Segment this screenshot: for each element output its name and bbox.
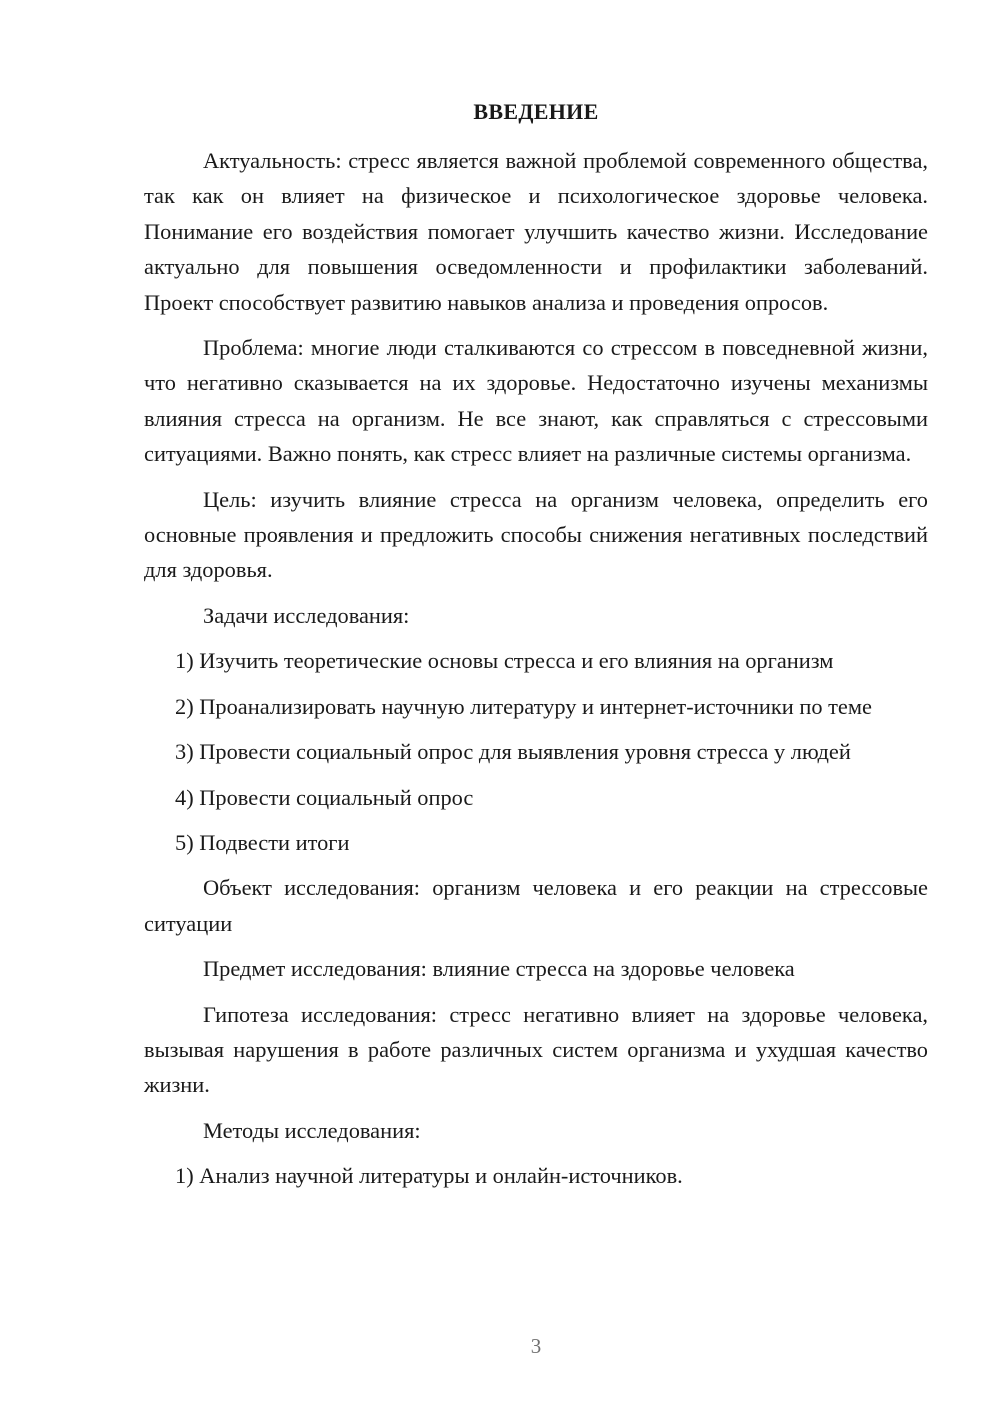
task-item-3: 3) Провести социальный опрос для выявления уровня стресса у людей (175, 739, 851, 765)
page-number: 3 (530, 1334, 542, 1358)
goal-paragraph: Цель: изучить влияние стресса на организм человека, определить его основные проявления и предложить способы снижения негативных последствий для здоровья. (144, 486, 928, 583)
tasks-heading: Задачи исследования: (203, 602, 410, 628)
task-item-1: 1) Изучить теоретические основы стресса и его влияния на организм (175, 648, 834, 674)
subject-paragraph: Предмет исследования: влияние стресса на здоровье человека (203, 956, 795, 982)
document-page (144, 0, 928, 1414)
problem-paragraph: Проблема: многие люди сталкиваются со стрессом в повседневной жизни, что негативно сказывается на их здоровье. Недостаточно изучены механизмы влияния стресса на организм. Не все знают, как справляться с стрессовыми ситуациями. Важно понять, как стресс влияет на различные системы организма. (144, 335, 928, 467)
method-item-1: 1) Анализ научной литературы и онлайн-источников. (175, 1163, 683, 1189)
task-item-2: 2) Проанализировать научную литературу и интернет-источники по теме (175, 693, 872, 719)
task-item-5: 5) Подвести итоги (175, 829, 350, 855)
object-paragraph: Объект исследования: организм человека и его реакции на стрессовые ситуации (144, 875, 928, 936)
relevance-paragraph: Актуальность: стресс является важной проблемой современного общества, так как он влияет на физическое и психологическое здоровье человека. Понимание его воздействия помогает улучшить качество жизни. Исследование актуально для повышения осведомленности и профилактики заболеваний. Проект способствует развитию навыков анализа и проведения опросов. (144, 148, 928, 315)
document-body (144, 143, 928, 1194)
task-item-4: 4) Провести социальный опрос (175, 784, 474, 810)
hypothesis-paragraph: Гипотеза исследования: стресс негативно влияет на здоровье человека, вызывая нарушения в работе различных систем организма и ухудшая качество жизни. (144, 1001, 928, 1098)
methods-heading: Методы исследования: (203, 1117, 421, 1143)
section-title: ВВЕДЕНИЕ (473, 99, 599, 124)
